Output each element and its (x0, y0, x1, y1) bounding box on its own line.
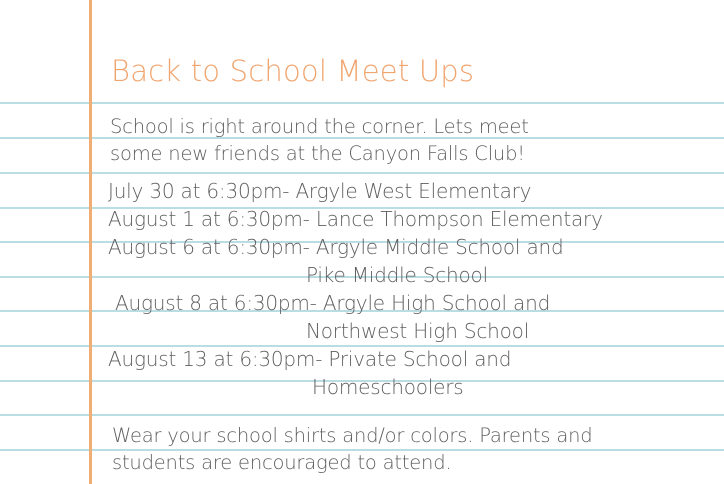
margin-line (89, 0, 92, 484)
event-item-4-continued: Northwest High School (306, 319, 530, 343)
event-item-5: August 13 at 6:30pm- Private School and (108, 347, 512, 371)
event-item-3-continued: Pike Middle School (306, 263, 488, 287)
footer-line-2: students are encouraged to attend. (112, 451, 452, 474)
event-item-3: August 6 at 6:30pm- Argyle Middle School and (108, 235, 564, 259)
ruled-line (0, 102, 724, 104)
ruled-line (0, 414, 724, 416)
event-item-2: August 1 at 6:30pm- Lance Thompson Elementary (108, 207, 603, 231)
event-item-5-continued: Homeschoolers (312, 375, 464, 399)
ruled-line (0, 172, 724, 174)
intro-line-1: School is right around the corner. Lets meet (110, 115, 529, 138)
intro-line-2: some new friends at the Canyon Falls Club! (110, 142, 525, 165)
page-title: Back to School Meet Ups (111, 54, 475, 88)
footer-line-1: Wear your school shirts and/or colors. Parents and (112, 424, 593, 447)
event-item-1: July 30 at 6:30pm- Argyle West Elementary (108, 179, 532, 203)
event-item-4: August 8 at 6:30pm- Argyle High School and (115, 291, 551, 315)
